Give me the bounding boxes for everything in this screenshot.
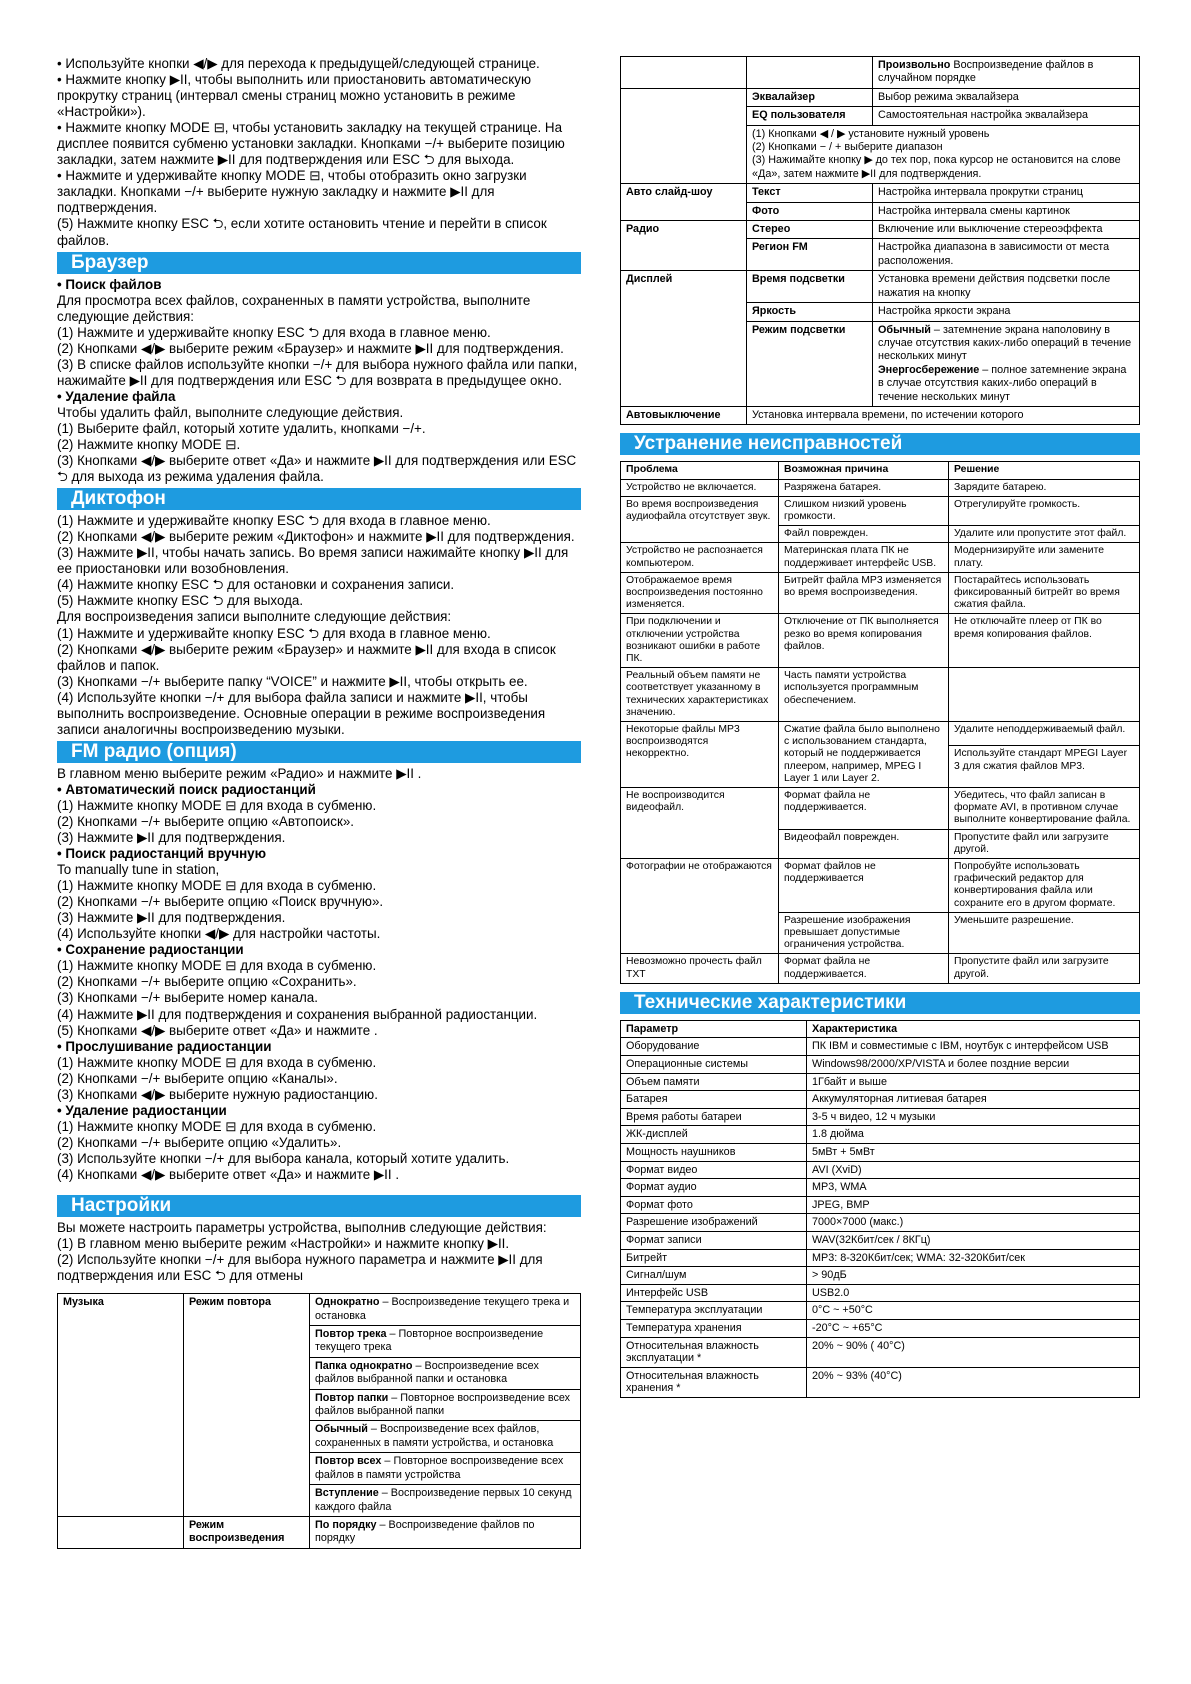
table-row (621, 1179, 1140, 1197)
radio-label: Радио (621, 221, 747, 271)
settings-option: Повтор всех – Повторное воспроизведение всех файлов в памяти устройства (310, 1453, 581, 1485)
text-line: Чтобы удалить файл, выполните следующие действия. (57, 404, 404, 420)
backlight-mode-label: Режим подсветки (747, 321, 873, 406)
display-label: Дисплей (621, 271, 747, 407)
text-line: (3) Кнопками ◀/▶ выберите нужную радиостанцию. (57, 1086, 378, 1102)
text-line: (2) Кнопками −/+ выберите опцию «Сохранить». (57, 974, 357, 990)
trouble-header: Проблема (621, 462, 779, 479)
table-row: Устройство не распознается компьютером. Материнская плата ПК не поддерживает интерфейс USB. Модернизируйте или замените плату. (621, 543, 1140, 572)
spec-param: Температура эксплуатации (621, 1302, 807, 1320)
settings-block (57, 1220, 581, 1284)
text-label: Текст (747, 184, 873, 202)
intro-line: • Используйте кнопки ◀/▶ для перехода к предыдущей/следующей странице. (57, 56, 540, 71)
text-line: (4) Кнопками ◀/▶ выберите ответ «Да» и нажмите ▶II . (57, 1167, 400, 1182)
table-row (621, 1267, 1140, 1285)
text-line: (2) Кнопками ◀/▶ выберите режим «Браузер» и нажмите ▶II для входа в список файлов и папок. (57, 641, 556, 673)
spec-param: Оборудование (621, 1038, 807, 1056)
slideshow-label: Авто слайд-шоу (621, 184, 747, 221)
table-row (621, 1126, 1140, 1144)
text-line: (1) Нажмите кнопку MODE ⊟ для входа в субменю. (57, 1054, 377, 1070)
text-line: (1) Нажмите и удерживайте кнопку ESC ⮌ для входа в главное меню. (57, 513, 491, 529)
settings-option: Повтор папки – Повторное воспроизведение всех файлов выбранной папки (310, 1389, 581, 1421)
table-row (621, 1231, 1140, 1249)
table-row: Отображаемое время воспроизведения постоянно изменяется. Битрейт файла MP3 изменяется во время воспроизведения. Постарайтесь использовать фиксированный битрейт во время сжатия файла. (621, 572, 1140, 614)
text-line: (3) Нажмите ▶II, чтобы начать запись. Во время записи нажимайте кнопку ▶II для ее приостановки или возобновления. (57, 545, 569, 577)
backlight-time-label: Время подсветки (747, 271, 873, 303)
text-line: (2) Кнопками −/+ выберите опцию «Каналы». (57, 1070, 338, 1086)
text-line: (2) Кнопками −/+ выберите опцию «Поиск вручную». (57, 894, 384, 910)
table-row (621, 1091, 1140, 1109)
table-row: Некоторые файлы MP3 воспроизводятся некорректно. Сжатие файла было выполнено с использованием стандарта, который не поддерживается плеером, например, MPEG I Layer 1 или Layer 2. Удалите неподдерживаемый файл. (621, 722, 1140, 746)
subheading: • Удаление радиостанции (57, 1102, 227, 1118)
settings-cell-music: Музыка (58, 1294, 184, 1517)
settings-cell-empty (58, 1516, 184, 1548)
text-line: (2) Используйте кнопки −/+ для выбора нужного параметра и нажмите ▶II для подтверждения или ESC ⮌ для отмены (57, 1252, 543, 1284)
browser-block (57, 277, 581, 486)
eq-steps (747, 125, 1140, 184)
backlight-time-desc: Установка времени действия подсветки после нажатия на кнопку (873, 271, 1140, 303)
subheading: • Поиск радиостанций вручную (57, 846, 267, 862)
eq-user-desc: Самостоятельная настройка эквалайзера (873, 107, 1140, 125)
intro-block (57, 56, 581, 249)
fm-block (57, 766, 581, 1183)
text-line: (5) Нажмите кнопку ESC ⮌ для выхода. (57, 593, 304, 609)
table-row (621, 1367, 1140, 1397)
table-row: Разрешение изображения превышает допустимые ограничения устройства. Уменьшите разрешение. (621, 912, 1140, 954)
table-row (621, 1108, 1140, 1126)
spec-param: Формат записи (621, 1231, 807, 1249)
trouble-header: Возможная причина (779, 462, 949, 479)
section-trouble-title: Устранение неисправностей (620, 433, 1140, 455)
spec-param: Относительная влажность эксплуатации * (621, 1337, 807, 1367)
spec-param: Относительная влажность хранения * (621, 1367, 807, 1397)
subheading: • Прослушивание радиостанции (57, 1038, 272, 1054)
table-row (621, 1284, 1140, 1302)
spec-value: 7000×7000 (макс.) (807, 1214, 1140, 1232)
text-line: To manually tune in station, (57, 862, 220, 878)
spec-param: Сигнал/шум (621, 1267, 807, 1285)
spec-param: Интерфейс USB (621, 1284, 807, 1302)
table-row (621, 1161, 1140, 1179)
settings-option: Вступление – Воспроизведение первых 10 секунд каждого файла (310, 1485, 581, 1517)
eq-step: (2) Кнопками − / + выберите диапазон (752, 141, 943, 154)
subheading: • Автоматический поиск радиостанций (57, 781, 316, 797)
section-fm-title: FM радио (опция) (57, 741, 581, 763)
autooff-desc: Установка интервала времени, по истечении которого (747, 406, 1140, 424)
specs-header: Параметр (621, 1020, 807, 1038)
spec-value: WAV(32Кбит/сек / 8КГц) (807, 1231, 1140, 1249)
table-row: Не воспроизводится видеофайл. Формат файла не поддерживается. Убедитесь, что файл записан в формате AVI, в противном случае выполните конвертирование файла. (621, 788, 1140, 830)
spec-value: Аккумуляторная литиевая батарея (807, 1091, 1140, 1109)
text-line: (1) В главном меню выберите режим «Настройки» и нажмите кнопку ▶II. (57, 1236, 510, 1252)
eq-label: Эквалайзер (747, 88, 873, 106)
trouble-table (620, 461, 1140, 984)
text-line: (3) Кнопками ◀/▶ выберите ответ «Да» и нажмите ▶II для подтверждения или ESC ⮌ для выхода из режима удаления файла. (57, 453, 577, 485)
table-row (621, 1073, 1140, 1091)
autooff-label: Автовыключение (621, 406, 747, 424)
trouble-header: Решение (949, 462, 1140, 479)
settings-option: Произвольно Воспроизведение файлов в случайном порядке (873, 57, 1140, 89)
table-row: Невозможно прочесть файл TXT Формат файла не поддерживается. Пропустите файл или загрузите другой. (621, 954, 1140, 983)
table-row (621, 1056, 1140, 1074)
eq-user-label: EQ пользователя (747, 107, 873, 125)
stereo-label: Стерео (747, 221, 873, 239)
cell-empty (747, 57, 873, 89)
text-line: (1) Нажмите кнопку MODE ⊟ для входа в субменю. (57, 958, 377, 974)
cell-empty (621, 57, 747, 89)
table-row (621, 1302, 1140, 1320)
settings-table-cont (620, 56, 1140, 425)
text-line: (2) Кнопками ◀/▶ выберите режим «Диктофон» и нажмите ▶II для подтверждения. (57, 529, 575, 545)
settings-option: По порядку – Воспроизведение файлов по порядку (310, 1516, 581, 1548)
text-line: (1) Нажмите кнопку MODE ⊟ для входа в субменю. (57, 1118, 377, 1134)
spec-param: Разрешение изображений (621, 1214, 807, 1232)
section-settings-title: Настройки (57, 1195, 581, 1217)
eq-step: (1) Кнопками ◀ / ▶ установите нужный уровень (752, 127, 990, 140)
spec-value: -20°C ~ +65°C (807, 1319, 1140, 1337)
spec-value: 5мВт + 5мВт (807, 1144, 1140, 1162)
text-line: (1) Нажмите кнопку MODE ⊟ для входа в субменю. (57, 878, 377, 894)
spec-value: JPEG, BMP (807, 1196, 1140, 1214)
backlight-mode-desc: Обычный – затемнение экрана наполовину в случае отсутствия каких-либо операций в течение нескольких минут Энергосбережение – полное затемнение экрана в случае отсутствия каких-либо операций в течение нескольких минут (873, 321, 1140, 406)
brightness-label: Яркость (747, 303, 873, 321)
text-line: В главном меню выберите режим «Радио» и нажмите ▶II . (57, 765, 422, 781)
spec-param: Формат аудио (621, 1179, 807, 1197)
spec-param: Время работы батареи (621, 1108, 807, 1126)
table-row: Файл поврежден. Удалите или пропустите этот файл. (621, 526, 1140, 543)
section-specs-title: Технические характеристики (620, 992, 1140, 1014)
spec-value: ПК IBM и совместимые с IBM, ноутбук с интерфейсом USB (807, 1038, 1140, 1056)
table-row (621, 1196, 1140, 1214)
settings-cell-play-mode: Режим воспроизведения (184, 1516, 310, 1548)
text-desc: Настройка интервала прокрутки страниц (873, 184, 1140, 202)
text-line: (3) Кнопками −/+ выберите номер канала. (57, 990, 318, 1006)
intro-line: (5) Нажмите кнопку ESC ⮌, если хотите остановить чтение и перейти в список файлов. (57, 216, 547, 248)
text-line: (4) Используйте кнопки ◀/▶ для настройки частоты. (57, 926, 381, 942)
cell-empty (621, 88, 747, 183)
table-row (621, 1144, 1140, 1162)
spec-value: USB2.0 (807, 1284, 1140, 1302)
text-line: Вы можете настроить параметры устройства, выполнив следующие действия: (57, 1220, 547, 1236)
spec-param: Температура хранения (621, 1319, 807, 1337)
table-row: Реальный объем памяти не соответствует указанному в технических характеристиках значению. Часть памяти устройства используется программным обеспечением. (621, 668, 1140, 722)
spec-param: Батарея (621, 1091, 807, 1109)
text-line: (4) Используйте кнопки −/+ для выбора файла записи и нажмите ▶II, чтобы выполнить воспроизведение. Основные операции в режиме воспроизведения записи аналогичны воспроизведению музыки. (57, 689, 546, 737)
settings-cell-repeat: Режим повтора (184, 1294, 310, 1517)
spec-value: 20% ~ 90% ( 40°C) (807, 1337, 1140, 1367)
spec-value: > 90дБ (807, 1267, 1140, 1285)
section-browser-title: Браузер (57, 252, 581, 274)
spec-param: Битрейт (621, 1249, 807, 1267)
spec-value: 1Гбайт и выше (807, 1073, 1140, 1091)
table-row (621, 1249, 1140, 1267)
right-column (620, 56, 1140, 1398)
specs-table (620, 1020, 1140, 1398)
text-line: Для просмотра всех файлов, сохраненных в памяти устройства, выполните следующие действия: (57, 292, 531, 324)
spec-param: Формат видео (621, 1161, 807, 1179)
intro-line: • Нажмите кнопку MODE ⊟, чтобы установить закладку на текущей странице. На дисплее появится субменю установки закладки. Кнопками −/+ выберите позицию закладки, затем нажмите ▶II для подтверждения или ESC ⮌ для выхода. (57, 120, 565, 168)
subheading: • Удаление файла (57, 388, 176, 404)
spec-value: 3-5 ч видео, 12 ч музыки (807, 1108, 1140, 1126)
text-line: (1) Нажмите и удерживайте кнопку ESC ⮌ для входа в главное меню. (57, 625, 491, 641)
spec-param: Формат фото (621, 1196, 807, 1214)
spec-value: 20% ~ 93% (40°C) (807, 1367, 1140, 1397)
text-line: (4) Нажмите ▶II для подтверждения и сохранения выбранной радиостанции. (57, 1006, 538, 1022)
settings-table (57, 1293, 581, 1549)
table-row: Фотографии не отображаются Формат файлов не поддерживается Попробуйте использовать графический редактор для конвертирования файла или сохраните его в другом формате. (621, 859, 1140, 913)
subheading: • Сохранение радиостанции (57, 942, 244, 958)
table-row: Используйте стандарт MPEGI Layer 3 для сжатия файлов MP3. (621, 746, 1140, 788)
settings-option: Однократно – Воспроизведение текущего трека и остановка (310, 1294, 581, 1326)
text-line: (1) Нажмите кнопку MODE ⊟ для входа в субменю. (57, 797, 377, 813)
eq-step: (3) Нажимайте кнопку ▶ до тех пор, пока курсор не остановится на слове «Да», затем нажмите ▶II для подтверждения. (752, 154, 1121, 180)
spec-param: Операционные системы (621, 1056, 807, 1074)
text-line: (2) Кнопками −/+ выберите опцию «Удалить». (57, 1134, 342, 1150)
table-row (621, 1337, 1140, 1367)
text-line: (2) Кнопками ◀/▶ выберите режим «Браузер» и нажмите ▶II для подтверждения. (57, 340, 564, 356)
spec-value: Windows98/2000/XP/VISTA и более поздние версии (807, 1056, 1140, 1074)
spec-value: 1.8 дюйма (807, 1126, 1140, 1144)
subheading: • Поиск файлов (57, 276, 162, 292)
text-line: (5) Кнопками ◀/▶ выберите ответ «Да» и нажмите . (57, 1022, 378, 1038)
text-line: (4) Нажмите кнопку ESC ⮌ для остановки и сохранения записи. (57, 577, 455, 593)
table-row (621, 1038, 1140, 1056)
intro-line: • Нажмите и удерживайте кнопку MODE ⊟, чтобы отобразить окно загрузки закладки. Кнопками −/+ выберите нужную закладку и нажмите ▶II для подтверждения. (57, 168, 527, 216)
spec-param: Мощность наушников (621, 1144, 807, 1162)
photo-desc: Настройка интервала смены картинок (873, 202, 1140, 220)
text-line: (3) Нажмите ▶II для подтверждения. (57, 830, 286, 846)
table-row (621, 1319, 1140, 1337)
fm-region-desc: Настройка диапазона в зависимости от места расположения. (873, 239, 1140, 271)
specs-header: Характеристика (807, 1020, 1140, 1038)
text-line: (3) Нажмите ▶II для подтверждения. (57, 910, 286, 926)
table-row: Устройство не включается. Разряжена батарея. Зарядите батарею. (621, 479, 1140, 496)
eq-desc: Выбор режима эквалайзера (873, 88, 1140, 106)
text-line: (1) Нажмите и удерживайте кнопку ESC ⮌ для входа в главное меню. (57, 324, 491, 340)
text-line: (1) Выберите файл, который хотите удалить, кнопками −/+. (57, 420, 426, 436)
table-row: При подключении и отключении устройства возникают ошибки в работе ПК. Отключение от ПК выполняется резко во время копирования файлов. Не отключайте плеер от ПК во время копирования файлов. (621, 614, 1140, 668)
brightness-desc: Настройка яркости экрана (873, 303, 1140, 321)
recorder-block (57, 513, 581, 738)
spec-value: MP3: 8-320Кбит/сек; WMA: 32-320Кбит/сек (807, 1249, 1140, 1267)
settings-option: Папка однократно – Воспроизведение всех файлов выбранной папки и остановка (310, 1357, 581, 1389)
table-row (621, 1214, 1140, 1232)
spec-param: ЖК-дисплей (621, 1126, 807, 1144)
text-line: Для воспроизведения записи выполните следующие действия: (57, 609, 452, 625)
settings-option: Обычный – Воспроизведение всех файлов, сохраненных в памяти устройства, и остановка (310, 1421, 581, 1453)
text-line: (3) Кнопками −/+ выберите папку “VOICE” и нажмите ▶II, чтобы открыть ее. (57, 673, 528, 689)
settings-option: Повтор трека – Повторное воспроизведение текущего трека (310, 1326, 581, 1358)
section-recorder-title: Диктофон (57, 488, 581, 510)
fm-region-label: Регион FM (747, 239, 873, 271)
left-column (57, 56, 581, 1549)
photo-label: Фото (747, 202, 873, 220)
spec-value: AVI (XviD) (807, 1161, 1140, 1179)
spec-value: 0°C ~ +50°C (807, 1302, 1140, 1320)
intro-line: • Нажмите кнопку ▶II, чтобы выполнить или приостановить автоматическую прокрутку страниц (интервал смены страниц можно установить в режиме «Настройки»). (57, 72, 532, 120)
table-row: Видеофайл поврежден. Пропустите файл или загрузите другой. (621, 829, 1140, 858)
text-line: (2) Нажмите кнопку MODE ⊟. (57, 437, 241, 453)
text-line: (3) Используйте кнопки −/+ для выбора канала, который хотите удалить. (57, 1150, 510, 1166)
spec-param: Объем памяти (621, 1073, 807, 1091)
text-line: (3) В списке файлов используйте кнопки −/+ для выбора нужного файла или папки, нажимайте ▶II для подтверждения или ESC ⮌ для возврата в предыдущее окно. (57, 356, 578, 388)
spec-value: MP3, WMA (807, 1179, 1140, 1197)
table-row: Во время воспроизведения аудиофайла отсутствует звук. Слишком низкий уровень громкости. Отрегулируйте громкость. (621, 496, 1140, 525)
text-line: (2) Кнопками −/+ выберите опцию «Автопоиск». (57, 813, 354, 829)
stereo-desc: Включение или выключение стереоэффекта (873, 221, 1140, 239)
